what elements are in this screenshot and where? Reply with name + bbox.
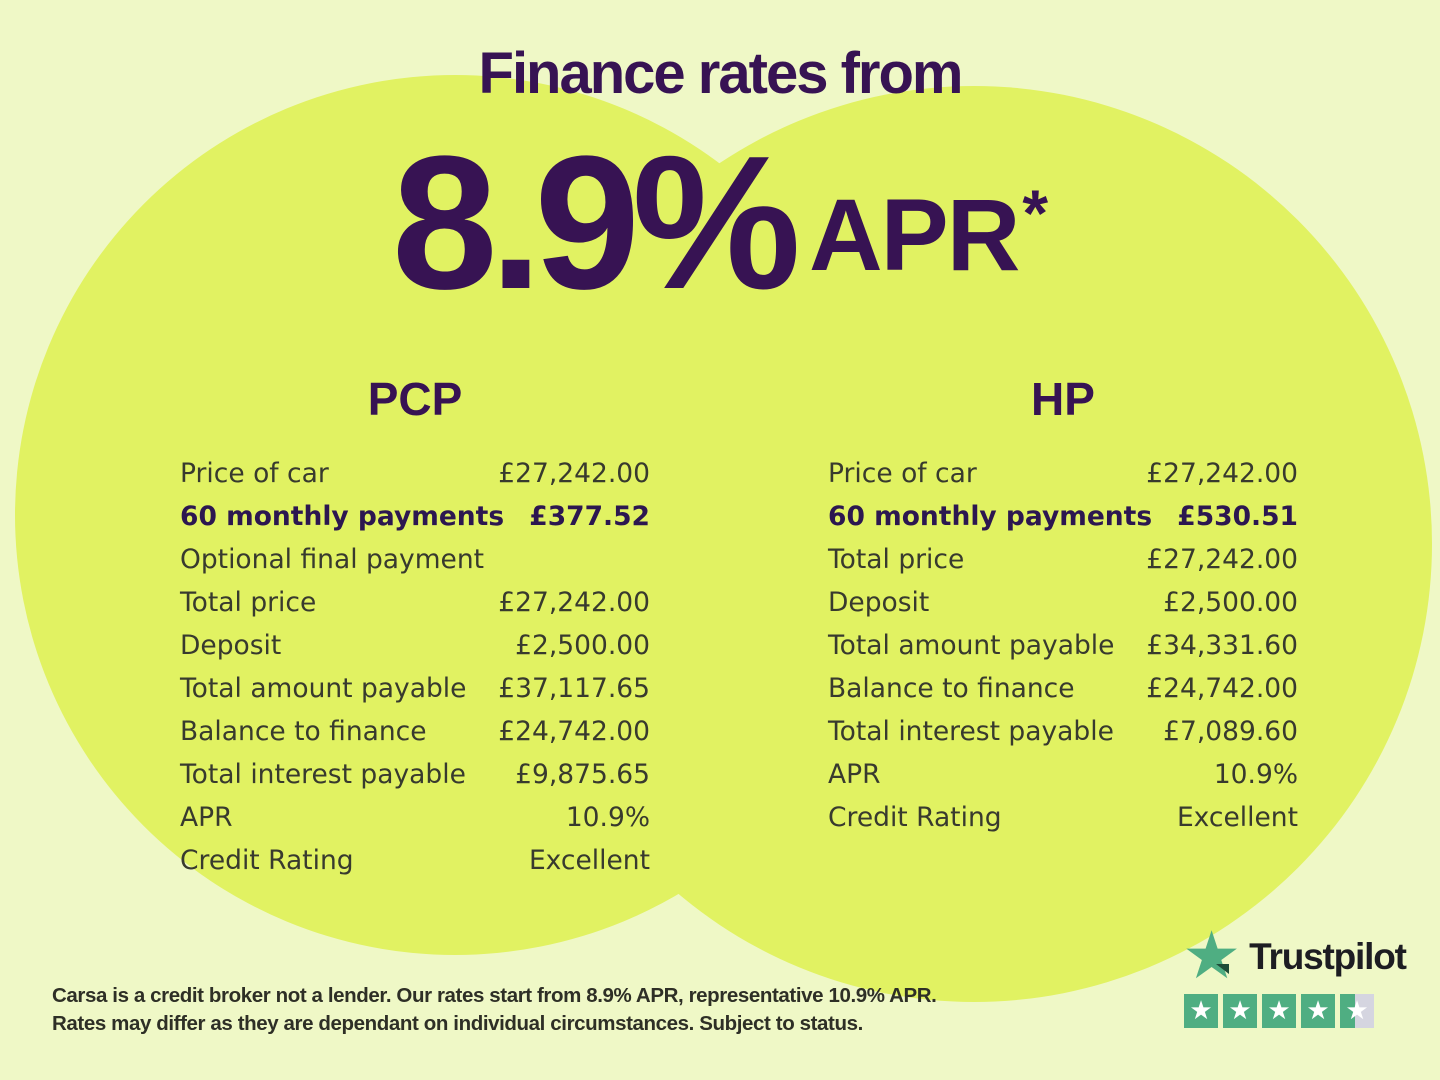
asterisk-note: * <box>1022 176 1049 250</box>
pcp-table <box>180 452 650 882</box>
finance-row <box>180 624 650 667</box>
page-title: Finance rates from <box>478 41 962 106</box>
pcp-column <box>180 372 650 882</box>
disclaimer <box>52 982 936 1039</box>
finance-row-value: £24,742.00 <box>498 716 650 748</box>
finance-row-value: £377.52 <box>529 501 650 533</box>
finance-row-label: Total interest payable <box>180 759 466 791</box>
rating-star-icon: ★ <box>1184 994 1218 1028</box>
finance-row <box>828 538 1298 581</box>
finance-row <box>180 495 650 538</box>
finance-row-value: Excellent <box>528 845 650 877</box>
finance-row-label: Balance to finance <box>828 673 1075 705</box>
finance-row-label: Total price <box>828 544 965 576</box>
finance-row-value: £37,117.65 <box>498 673 650 705</box>
rating-star-icon: ★ <box>1340 994 1374 1028</box>
rate-value: 8.9% <box>391 117 794 329</box>
finance-row-value: £27,242.00 <box>1146 544 1298 576</box>
finance-row-label: Credit Rating <box>828 802 1002 834</box>
finance-row <box>180 581 650 624</box>
finance-row-value: £34,331.60 <box>1146 630 1298 662</box>
finance-row-label: Optional final payment <box>180 544 485 576</box>
finance-row-label: Deposit <box>828 587 930 619</box>
finance-row <box>828 624 1298 667</box>
pcp-heading: PCP <box>367 373 463 425</box>
finance-row-label: Credit Rating <box>180 845 354 877</box>
finance-row <box>828 753 1298 796</box>
finance-row-label: Price of car <box>180 458 329 490</box>
finance-row-label: APR <box>180 802 233 834</box>
hp-table <box>828 452 1298 839</box>
finance-row-label: Deposit <box>180 630 282 662</box>
finance-row-value: £24,742.00 <box>1146 673 1298 705</box>
disclaimer-line-2: Rates may differ as they are dependant on individual circumstances. Subject to status. <box>52 1012 863 1036</box>
finance-row <box>828 796 1298 839</box>
finance-row-label: Price of car <box>828 458 977 490</box>
finance-row <box>180 753 650 796</box>
hp-column <box>828 372 1298 839</box>
disclaimer-line-1: Carsa is a credit broker not a lender. Our rates start from 8.9% APR, representative 10.9% APR. <box>52 984 937 1007</box>
finance-row-value: £2,500.00 <box>515 630 650 662</box>
finance-row-value: £2,500.00 <box>1163 587 1298 619</box>
apr-label: APR <box>809 178 1019 292</box>
trustpilot-badge <box>1182 917 1406 1028</box>
rating-star-icon: ★ <box>1262 994 1296 1028</box>
finance-row-label: Balance to finance <box>180 716 427 748</box>
trustpilot-star-icon: ★ <box>1182 917 1242 994</box>
trustpilot-rating-stars <box>1184 994 1406 1028</box>
finance-row-value: 10.9% <box>1213 759 1298 791</box>
finance-row <box>180 452 650 495</box>
finance-row <box>180 839 650 882</box>
finance-row-label: APR <box>828 759 881 791</box>
finance-row <box>828 667 1298 710</box>
finance-row-value: £530.51 <box>1177 501 1298 533</box>
finance-row-value: £27,242.00 <box>498 587 650 619</box>
finance-row-label: 60 monthly payments <box>828 501 1153 533</box>
finance-row-value: £9,875.65 <box>515 759 650 791</box>
finance-row-label: Total price <box>180 587 317 619</box>
trustpilot-star-notch <box>1216 964 1229 974</box>
finance-row <box>828 710 1298 753</box>
finance-row <box>828 495 1298 538</box>
finance-row <box>828 452 1298 495</box>
finance-row-value: £7,089.60 <box>1163 716 1298 748</box>
headline <box>0 117 1440 329</box>
finance-row-value: 10.9% <box>565 802 650 834</box>
finance-row-value: £27,242.00 <box>1146 458 1298 490</box>
finance-row-value: Excellent <box>1176 802 1298 834</box>
finance-row-label: Total amount payable <box>180 673 467 705</box>
trustpilot-wordmark: Trustpilot <box>1249 936 1406 977</box>
finance-row <box>180 710 650 753</box>
finance-row-label: Total interest payable <box>828 716 1114 748</box>
finance-row-label: 60 monthly payments <box>180 501 505 533</box>
finance-row-value: £27,242.00 <box>498 458 650 490</box>
finance-row-label: Total amount payable <box>828 630 1115 662</box>
finance-row <box>180 538 650 581</box>
rating-star-icon: ★ <box>1223 994 1257 1028</box>
finance-row <box>180 667 650 710</box>
hp-heading: HP <box>1031 373 1095 425</box>
rating-star-icon: ★ <box>1301 994 1335 1028</box>
finance-row <box>828 581 1298 624</box>
finance-row <box>180 796 650 839</box>
